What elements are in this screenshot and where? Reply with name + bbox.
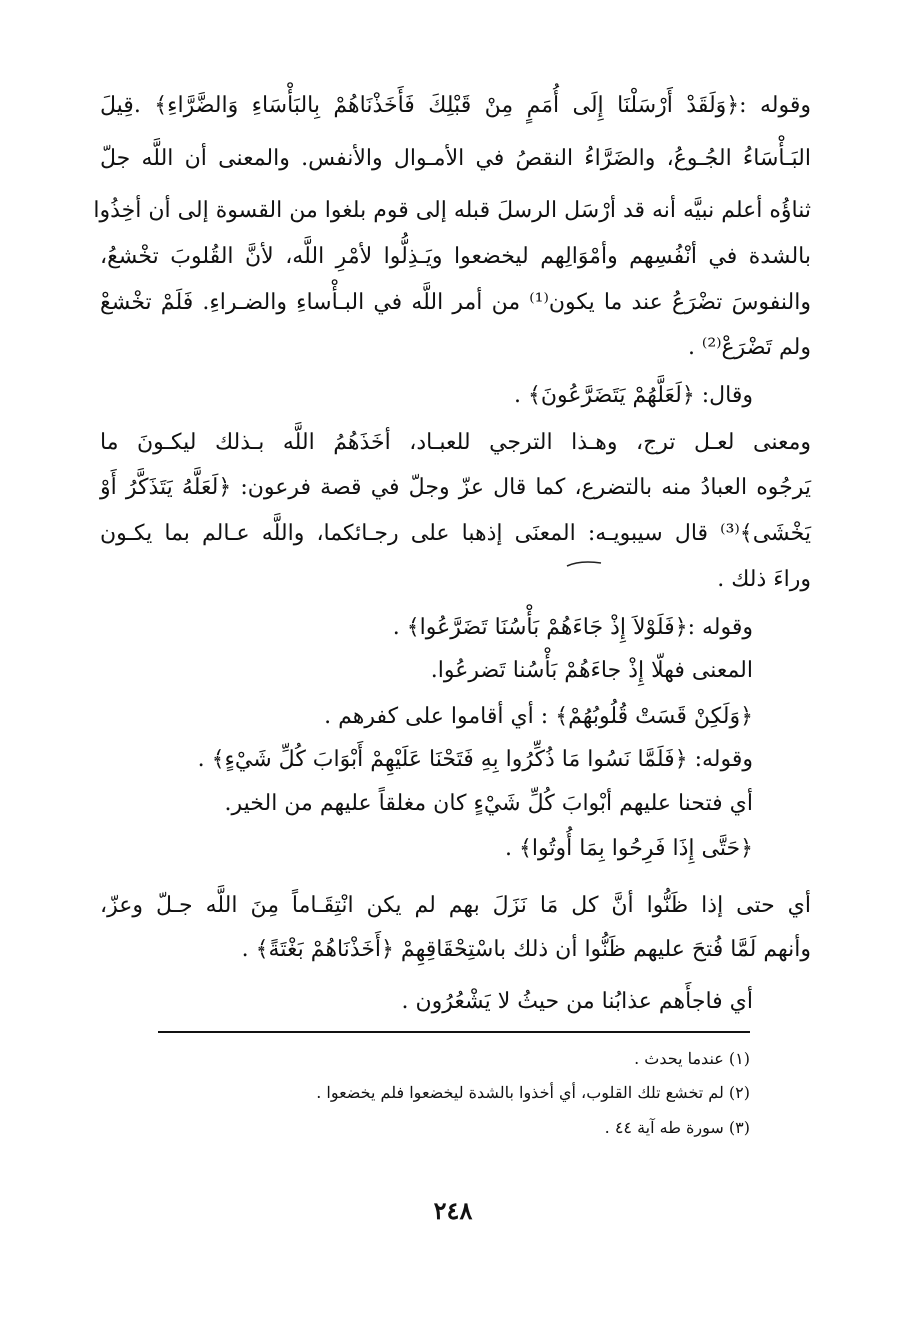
body-line: ولم تَضْرَعْ⁽²⁾ . — [687, 335, 811, 360]
body-line: المعنى فهلّا إِذْ جاءَهُمْ بَأْسُنا تَضرعُوا. — [430, 658, 753, 683]
body-line: ﴿وَلَكِنْ قَسَتْ قُلُوبُهُمْ﴾ : أي أقاموا على كفرهم . — [324, 704, 753, 729]
body-line: أي حتى إذا ظَنُّوا أنَّ كل مَا نَزَلَ بهم لم يكن انْتِقَـاماً مِنَ اللَّه جـلّ وعزّ، — [100, 893, 811, 918]
body-line: البَـأْسَاءُ الجُـوعُ، والضَرَّاءُ النقصُ في الأمـوال والأنفس. والمعنى أن اللَّه جلّ — [100, 146, 811, 171]
body-line: ومعنى لعـل ترج، وهـذا الترجي للعبـاد، أخَذَهُمُ اللَّه بـذلك ليكـونَ ما — [100, 430, 811, 455]
body-line: يَرجُوه العبادُ منه بالتضرع، كما قال عزّ وجلّ في قصة فرعون: ﴿لَعَلَّهُ يَتَذَكَّرُ أَوْ — [100, 475, 811, 500]
body-line: ثناؤُه أعلم نبيَّه أنه قد أرْسَل الرسلَ قبله إلى قوم بلغوا من القسوة إلى أن أخِذُوا — [93, 198, 811, 223]
body-line: ﴿حَتَّى إِذَا فَرِحُوا بِمَا أُوتُوا﴾ . — [505, 836, 753, 861]
body-line: وراءَ ذلك . — [717, 567, 811, 592]
body-line: وقال: ﴿لَعَلَّهُمْ يَتَضَرَّعُونَ﴾ . — [513, 383, 753, 408]
body-line: وأنهم لَمَّا فُتحَ عليهم ظَنُّوا أن ذلك باسْتِحْقَاقِهِمْ ﴿أَخَذْنَاهُمْ بَغْتَةً﴾ . — [241, 937, 811, 962]
body-line: يَخْشَى﴾⁽³⁾ قال سيبويـه: المعنَى إذهبا على رجـائكما، واللَّه عـالم بما يكـون — [100, 521, 811, 546]
body-line: بالشدة في أنْفُسِهم وأمْوَالِهم ليخضعوا ويَـذِلُّوا لأمْرِ اللَّه، لأنَّ القُلوبَ تخْشعُ، — [100, 244, 811, 269]
footnote: (٣) سورة طه آية ٤٤ . — [604, 1118, 750, 1137]
body-line: وقوله: ﴿فَلَمَّا نَسُوا مَا ذُكِّرُوا بِهِ فَتَحْنَا عَلَيْهِمْ أَبْوَابَ كُلِّ شَيْءٍ﴾ . — [197, 747, 753, 772]
body-line: وقوله :﴿فَلَوْلاَ إِذْ جَاءَهُمْ بَأْسُنَا تَضَرَّعُوا﴾ . — [392, 615, 753, 640]
footnote-separator — [158, 1031, 750, 1033]
body-line: أي فاجأَهم عذابُنا من حيثُ لا يَشْعُرُون . — [401, 989, 753, 1014]
footnote: (١) عندما يحدث . — [634, 1049, 750, 1068]
page-number: ٢٤٨ — [433, 1196, 473, 1225]
body-line: والنفوسَ تضْرَعُ عند ما يكون⁽¹⁾ من أمر اللَّه في البـأْساءِ والضـراءِ. فَلَمْ تخْشعْ — [100, 290, 811, 315]
body-line: وقوله :﴿وَلَقَدْ أَرْسَلْنَا إِلَى أُمَمٍ مِنْ قَبْلِكَ فَأَخَذْنَاهُمْ بِالبَأْسَاءِ وَالضَّرَّاءِ﴾ .قِيلَ — [100, 93, 811, 118]
footnote: (٢) لم تخشع تلك القلوب، أي أخذوا بالشدة ليخضعوا فلم يخضعوا . — [316, 1083, 750, 1102]
body-line: أي فتحنا عليهم أبْوابَ كُلِّ شَيْءٍ كان مغلقاً عليهم من الخير. — [224, 791, 753, 816]
